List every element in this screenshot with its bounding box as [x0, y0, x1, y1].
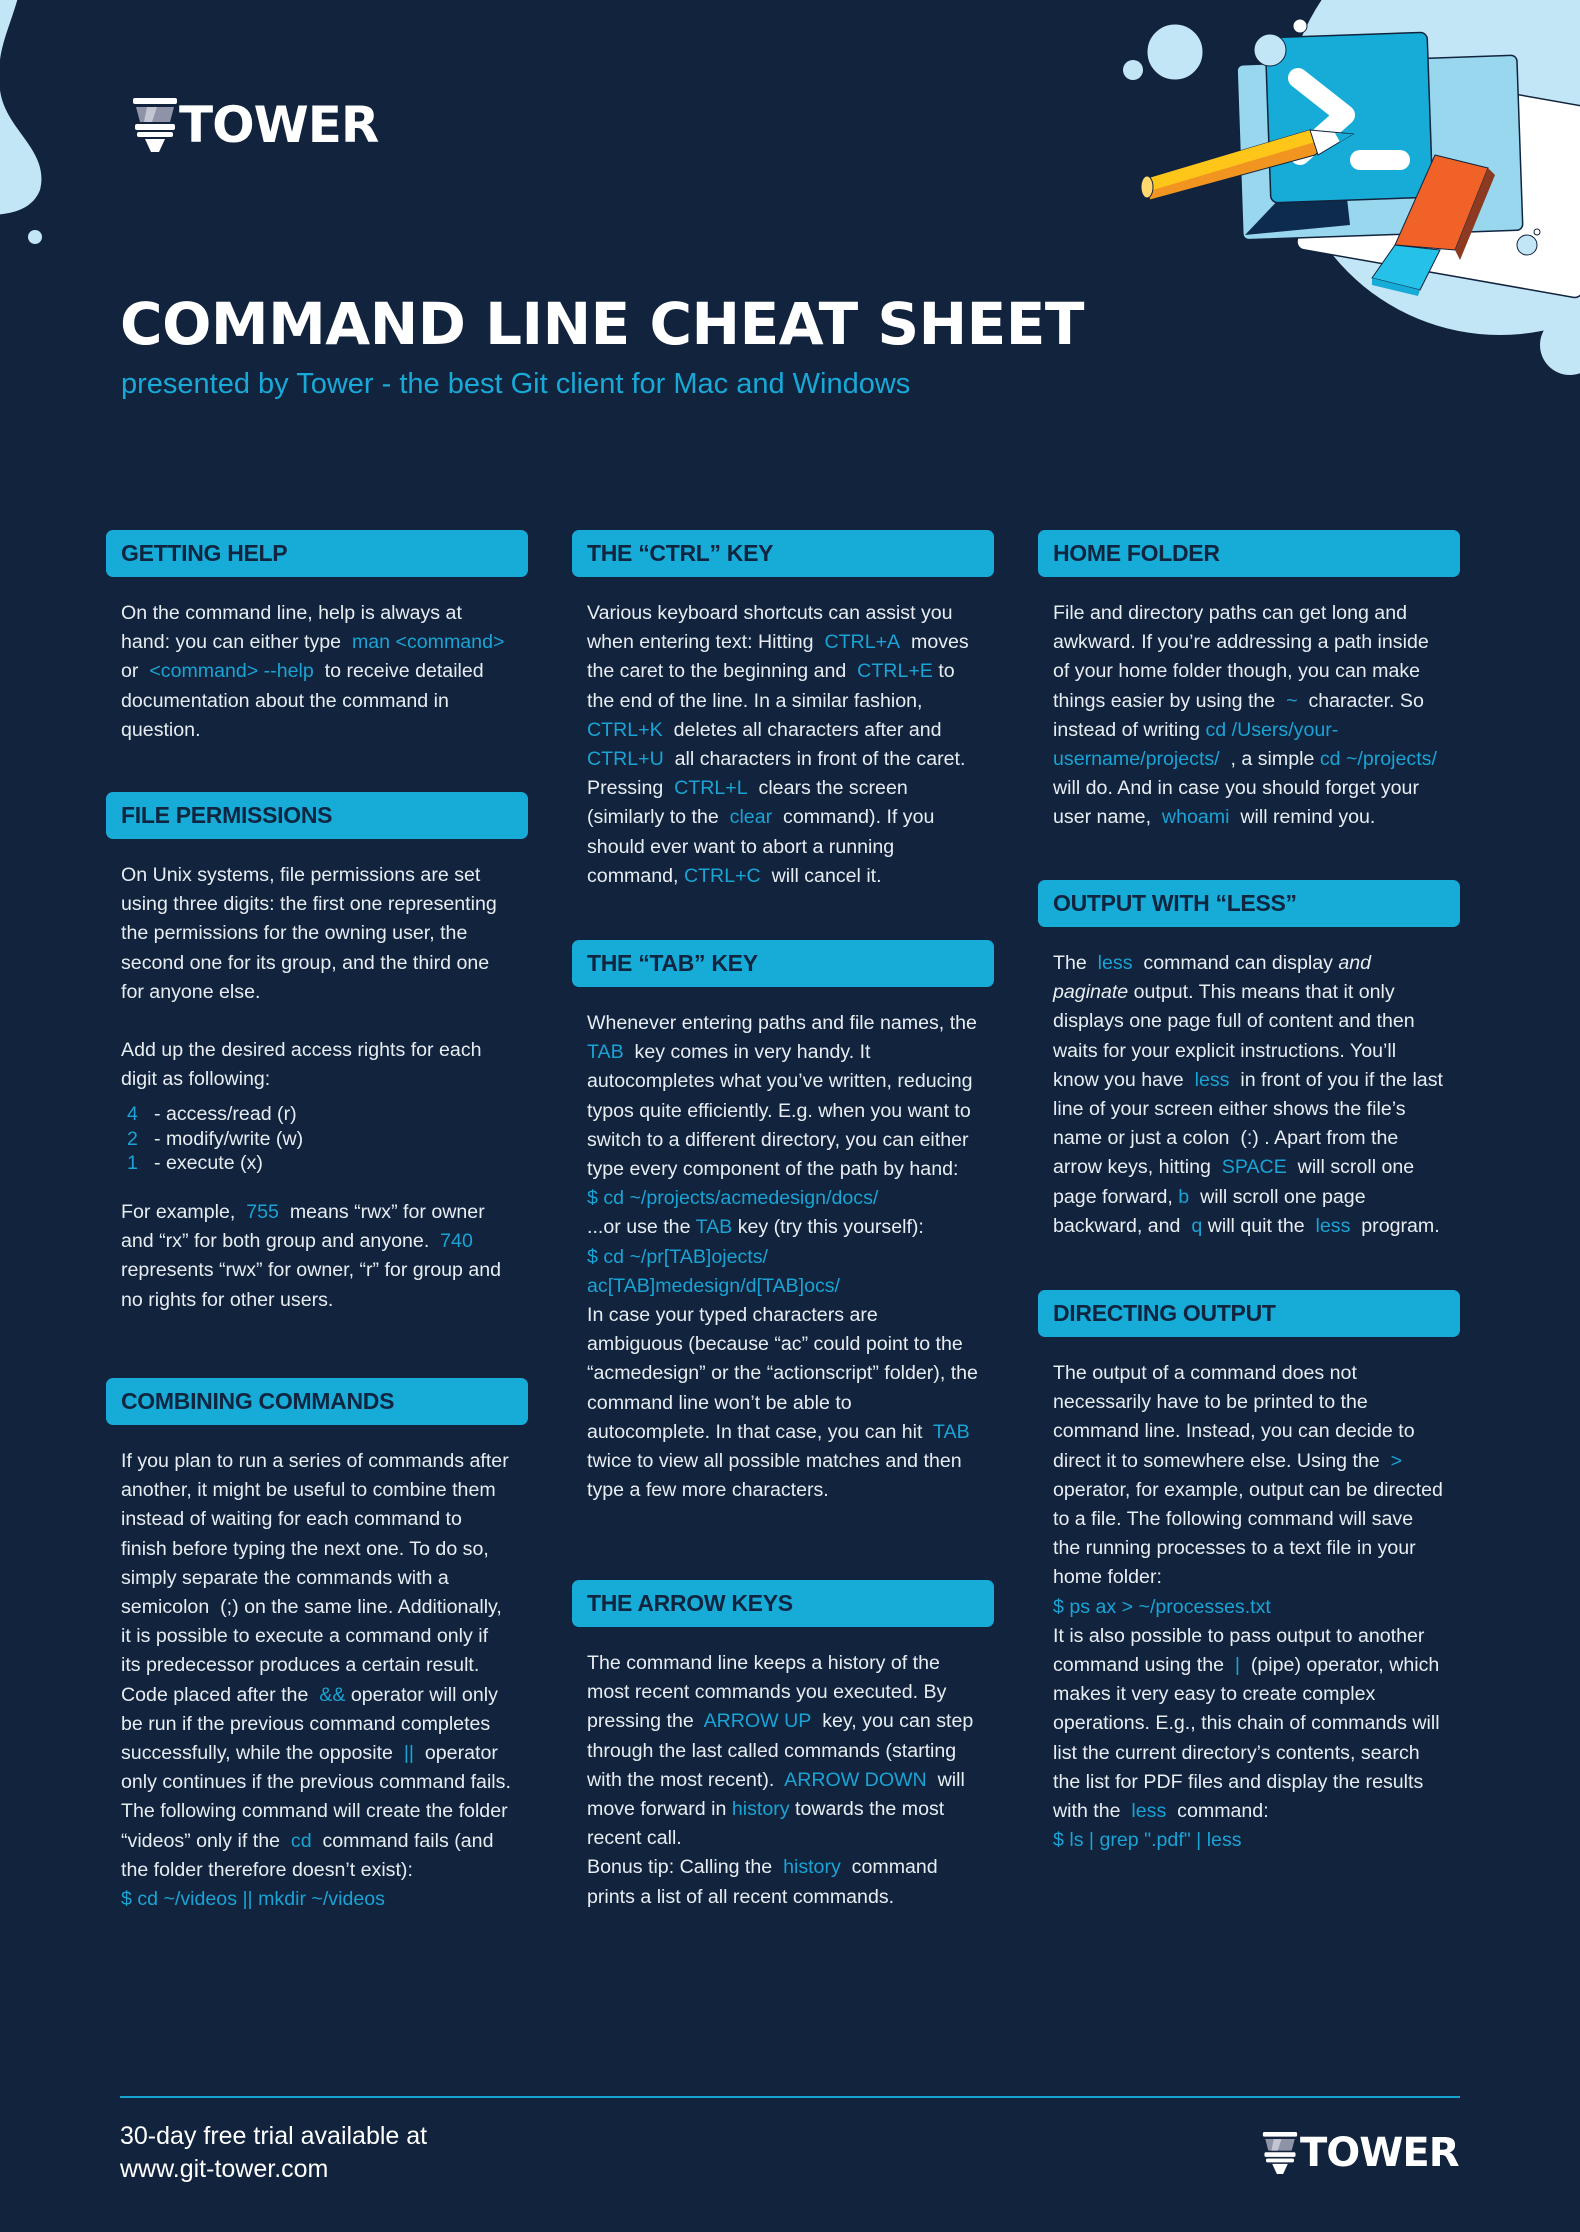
key-shortcut: CTRL+A [824, 631, 901, 654]
section-header [1038, 880, 1460, 927]
section-body: File and directory paths can get long and awkward. If you’re addressing a path inside of your home folder though, you can make things easier by using the ~ character. So instead of writing cd /Users/your-username/projects/ , a simple cd ~/projects/ will do. And in case you should forget your user name, whoami will remind you. [1053, 602, 1437, 829]
key-shortcut: ARROW UP [703, 1710, 812, 1733]
section-title: THE “CTRL” KEY [587, 540, 774, 566]
section-title: THE “TAB” KEY [587, 950, 758, 976]
code-example: $ cd ~/pr[TAB]ojects/ [587, 1245, 768, 1268]
section-header [1038, 1290, 1460, 1337]
inline-command: <command> --help [149, 660, 314, 683]
inline-command: whoami [1161, 806, 1230, 829]
inline-code: 740 [440, 1230, 473, 1253]
section-title: THE ARROW KEYS [587, 1590, 793, 1616]
permission-row: 4 - access/read (r) [127, 1103, 297, 1126]
section-header [106, 1378, 528, 1425]
inline-command: less [1097, 952, 1133, 974]
inline-operator: && [319, 1683, 346, 1706]
section-header [572, 940, 994, 987]
inline-command: cd ~/projects/ [1319, 748, 1437, 771]
inline-code: 755 [246, 1200, 279, 1223]
section-tab-key [572, 940, 994, 1505]
section-title: COMBINING COMMANDS [121, 1388, 395, 1414]
key-shortcut: CTRL+U [587, 748, 664, 771]
inline-command: less [1315, 1214, 1351, 1237]
code-example: $ cd ~/videos || mkdir ~/videos [121, 1888, 385, 1911]
section-body: The command line keeps a history of the most recent commands you executed. By pressing the ARROW UP key, you can step through the last called commands (starting with the most recent). ARROW DOWN will move forward in history towards the most recent call. Bonus tip: Calling the history command prints a list of all recent commands. [587, 1652, 974, 1908]
section-body: The output of a command does not necessarily have to be printed to the command line. Instead, you can decide to direct it to somewhere else. Using the > operator, for example, output can be directed to a file. The following command will save the running processes to a text file in your home folder: $ ps ax > ~/processes.txt It is also possible to pass output to another command using the | (pipe) operator, which makes it very easy to create complex operations. E.g., this chain of commands will list the current directory’s contents, search the list for PDF files and display the results with the less command: $ ls | grep ".pdf" | less [1038, 1337, 1460, 1855]
inline-command: less [1131, 1800, 1167, 1823]
section-title: DIRECTING OUTPUT [1053, 1300, 1276, 1326]
code-example: $ cd ~/projects/acmedesign/docs/ [587, 1187, 879, 1210]
inline-command: cd /Users/your-username/projects/ [1053, 718, 1339, 771]
permission-row: 2 - modify/write (w) [127, 1127, 304, 1150]
key-shortcut: ARROW DOWN [784, 1768, 927, 1791]
terminal-prompt-illustration [1060, 0, 1580, 390]
section-title: FILE PERMISSIONS [121, 802, 333, 828]
tower-logo[interactable] [133, 96, 378, 154]
section-body: If you plan to run a series of commands after another, it might be useful to combine them instead of waiting for each command to finish before typing the next one. To do so, simply separate the commands with a semicolon (;) on the same line. Additionally, it is possible to execute a command only if its predecessor produces a certain result. Code placed after the && operator will only be run if the previous command completes successfully, while the opposite || operator only continues if the previous command fails. The following command will create the folder “videos” only if the cd command fails (and the folder therefore doesn’t exist): $ cd ~/videos || mkdir ~/videos [106, 1425, 528, 1914]
tower-logo-icon [1262, 2132, 1298, 2174]
section-header [106, 530, 528, 577]
permission-list [121, 1102, 513, 1176]
section-body: Various keyboard shortcuts can assist you when entering text: Hitting CTRL+A moves the caret to the beginning and CTRL+E to the end of the line. In a similar fashion, CTRL+K deletes all characters after and CTRL+U all characters in front of the caret. Pressing CTRL+L clears the screen (similarly to the clear command). If you should ever want to abort a running command, CTRL+C will cancel it. [587, 602, 969, 887]
permission-row: 1 - execute (x) [127, 1152, 263, 1175]
logo-wordmark: TOWER [1300, 2130, 1459, 2176]
section-directing-output [1038, 1290, 1460, 1855]
key-shortcut: b [1178, 1185, 1190, 1208]
section-header [1038, 530, 1460, 577]
inline-command: history [731, 1798, 790, 1821]
page-subtitle: presented by Tower - the best Git client for Mac and Windows [121, 368, 911, 400]
key-shortcut: TAB [933, 1420, 970, 1443]
footer-divider [120, 2096, 1460, 2098]
footer-cta: 30-day free trial available at www.git-tower.com [120, 2120, 427, 2186]
section-header [106, 792, 528, 839]
section-combining-commands [106, 1378, 528, 1914]
section-title: GETTING HELP [121, 540, 288, 566]
section-header [572, 530, 994, 577]
page-title: COMMAND LINE CHEAT SHEET [120, 290, 1084, 358]
inline-command: history [783, 1856, 841, 1879]
inline-operator: | [1234, 1654, 1240, 1677]
inline-command: man <command> [351, 631, 505, 654]
section-header [572, 1580, 994, 1627]
section-title: OUTPUT WITH “LESS” [1053, 890, 1297, 916]
key-shortcut: SPACE [1221, 1156, 1287, 1179]
logo-wordmark: TOWER [179, 96, 379, 154]
key-shortcut: TAB [695, 1216, 733, 1239]
section-home-folder [1038, 530, 1460, 833]
section-body: On Unix systems, file permissions are set using three digits: the first one representing the permissions for the owning user, the second one for its group, and the third one for anyone else. Add up the desired access rights for each digit as following: 4 - access/read (r) 2 - modify/write (w) 1 - execute (x) For example, 755 means “rwx” for owner and “rx” for both group and anyone. 740 represents “rwx” for owner, “r” for group and no rights for other users. [106, 839, 528, 1315]
code-example: $ ps ax > ~/processes.txt [1053, 1595, 1271, 1618]
decorative-blob [0, 0, 60, 230]
section-title: HOME FOLDER [1053, 540, 1220, 566]
section-getting-help [106, 530, 528, 745]
section-body: On the command line, help is always at hand: you can either type man <command> or <command> --help to receive detailed documentation about the command in question. [121, 602, 505, 741]
inline-operator: || [403, 1742, 414, 1765]
website-link[interactable]: www.git-tower.com [120, 2155, 329, 2183]
decorative-dot [28, 230, 42, 244]
tower-logo-icon [133, 98, 177, 152]
inline-code: ~ [1286, 689, 1298, 712]
footer-tower-logo[interactable] [1262, 2130, 1459, 2176]
section-body: Whenever entering paths and file names, the TAB key comes in very handy. It autocompletes what you’ve written, reducing typos quite efficiently. E.g. when you want to switch to a different directory, you can either type every component of the path by hand: $ cd ~/projects/acmedesign/docs/ ...or use the TAB key (try this yourself): $ cd ~/pr[TAB]ojects/ ac[TAB]medesign/d[TAB]ocs/ In case your typed characters are ambiguous (because “ac” could point to the “acmedesign” or the “actionscript” folder), the command line won’t be able to autocomplete. In that case, you can hit TAB twice to view all possible matches and then type a few more characters. [587, 1012, 978, 1502]
code-example: ac[TAB]medesign/d[TAB]ocs/ [587, 1274, 841, 1297]
inline-command: cd [290, 1829, 312, 1852]
code-example: $ ls | grep ".pdf" | less [1053, 1829, 1242, 1852]
key-shortcut: CTRL+C [683, 864, 761, 887]
section-ctrl-key [572, 530, 994, 891]
key-shortcut: TAB [587, 1041, 624, 1064]
key-shortcut: q [1191, 1214, 1203, 1237]
section-file-permissions [106, 792, 528, 1315]
section-arrow-keys [572, 1580, 994, 1912]
inline-command: less [1194, 1068, 1230, 1091]
key-shortcut: CTRL+L [674, 777, 748, 800]
section-body: The less command can display and paginate output. This means that it only displays one page full of content and then waits for your explicit instructions. You’ll know you have less in front of you if the last line of your screen either shows the file’s name or just a colon (:) . Apart from the arrow keys, hitting SPACE will scroll one page forward, b will scroll one page backward, and q will quit the less program. [1053, 952, 1443, 1237]
section-output-less [1038, 880, 1460, 1241]
key-shortcut: CTRL+K [587, 718, 663, 741]
key-shortcut: CTRL+E [857, 660, 933, 683]
inline-operator: > [1390, 1449, 1403, 1472]
inline-command: clear [729, 806, 773, 829]
